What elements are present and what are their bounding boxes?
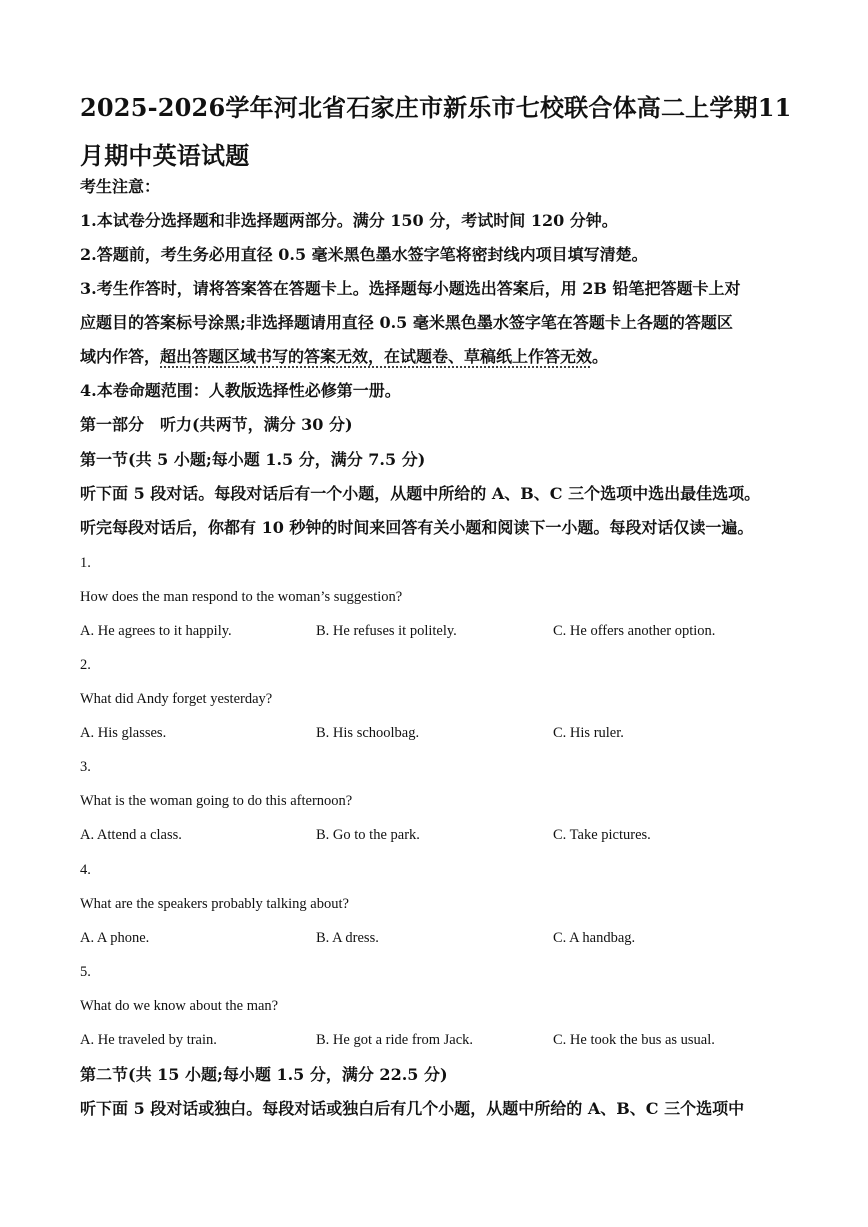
question-text: How does the man respond to the woman’s suggestion? [80, 589, 403, 605]
question-text: What do we know about the man? [80, 998, 279, 1014]
option-a: A. His glasses. [80, 725, 167, 741]
option-c: C. His ruler. [553, 725, 624, 741]
notice-item-4: 4.本卷命题范围：人教版选择性必修第一册。 [80, 381, 401, 400]
notice-item-3-line-1: 3.考生作答时，请将答案答在答题卡上。选择题每小题选出答案后，用 2B 铅笔把答题卡上对 [80, 279, 741, 298]
option-b: B. He refuses it politely. [316, 623, 457, 639]
option-c: C. Take pictures. [553, 827, 651, 843]
question-text: What is the woman going to do this afternoon? [80, 793, 353, 809]
section-1-heading: 第一节(共 5 小题;每小题 1.5 分，满分 7.5 分) [80, 450, 426, 469]
section-1-instructions-line-2: 听完每段对话后，你都有 10 秒钟的时间来回答有关小题和阅读下一小题。每段对话仅读一遍。 [80, 518, 754, 537]
option-a: A. A phone. [80, 930, 150, 946]
option-c: C. A handbag. [553, 930, 636, 946]
option-b: B. He got a ride from Jack. [316, 1032, 474, 1048]
notice-heading: 考生注意： [80, 177, 161, 196]
question-number: 3. [80, 759, 91, 775]
question-number: 2. [80, 657, 91, 673]
option-a: A. Attend a class. [80, 827, 182, 843]
question-text: What are the speakers probably talking about? [80, 896, 349, 912]
page-title: 2025-2026学年河北省石家庄市新乐市七校联合体高二上学期11月期中英语试题 [80, 93, 792, 170]
question-number: 5. [80, 964, 91, 980]
section-2-heading: 第二节(共 15 小题;每小题 1.5 分，满分 22.5 分) [80, 1065, 448, 1084]
option-c: C. He offers another option. [553, 623, 716, 639]
section-2-instructions-line-1: 听下面 5 段对话或独白。每段对话或独白后有几个小题，从题中所给的 A、B、C 三个选项中 [80, 1099, 745, 1118]
notice-item-3-line-3 [80, 347, 608, 367]
emphasized-warning: 超出答题区域书写的答案无效，在试题卷、草稿纸上作答无效 [160, 347, 593, 366]
question-number: 1. [80, 555, 91, 571]
option-a: A. He agrees to it happily. [80, 623, 232, 639]
notice-item-1: 1.本试卷分选择题和非选择题两部分。满分 150 分，考试时间 120 分钟。 [80, 211, 618, 230]
option-c: C. He took the bus as usual. [553, 1032, 715, 1048]
question-text: What did Andy forget yesterday? [80, 691, 273, 707]
option-b: B. A dress. [316, 930, 379, 946]
option-b: B. His schoolbag. [316, 725, 420, 741]
section-1-instructions-line-1: 听下面 5 段对话。每段对话后有一个小题，从题中所给的 A、B、C 三个选项中选出最佳选项。 [80, 484, 761, 503]
notice-item-3-end: 。 [592, 347, 609, 366]
part-1-heading: 第一部分 听力(共两节，满分 30 分) [80, 415, 353, 434]
notice-item-3-plain: 域内作答， [80, 347, 161, 366]
option-b: B. Go to the park. [316, 827, 420, 843]
option-a: A. He traveled by train. [80, 1032, 217, 1048]
notice-item-2: 2.答题前，考生务必用直径 0.5 毫米黑色墨水签字笔将密封线内项目填写清楚。 [80, 245, 648, 264]
question-number: 4. [80, 862, 91, 878]
notice-item-3-line-2: 应题目的答案标号涂黑;非选择题请用直径 0.5 毫米黑色墨水签字笔在答题卡上各题的答题区 [80, 313, 733, 332]
